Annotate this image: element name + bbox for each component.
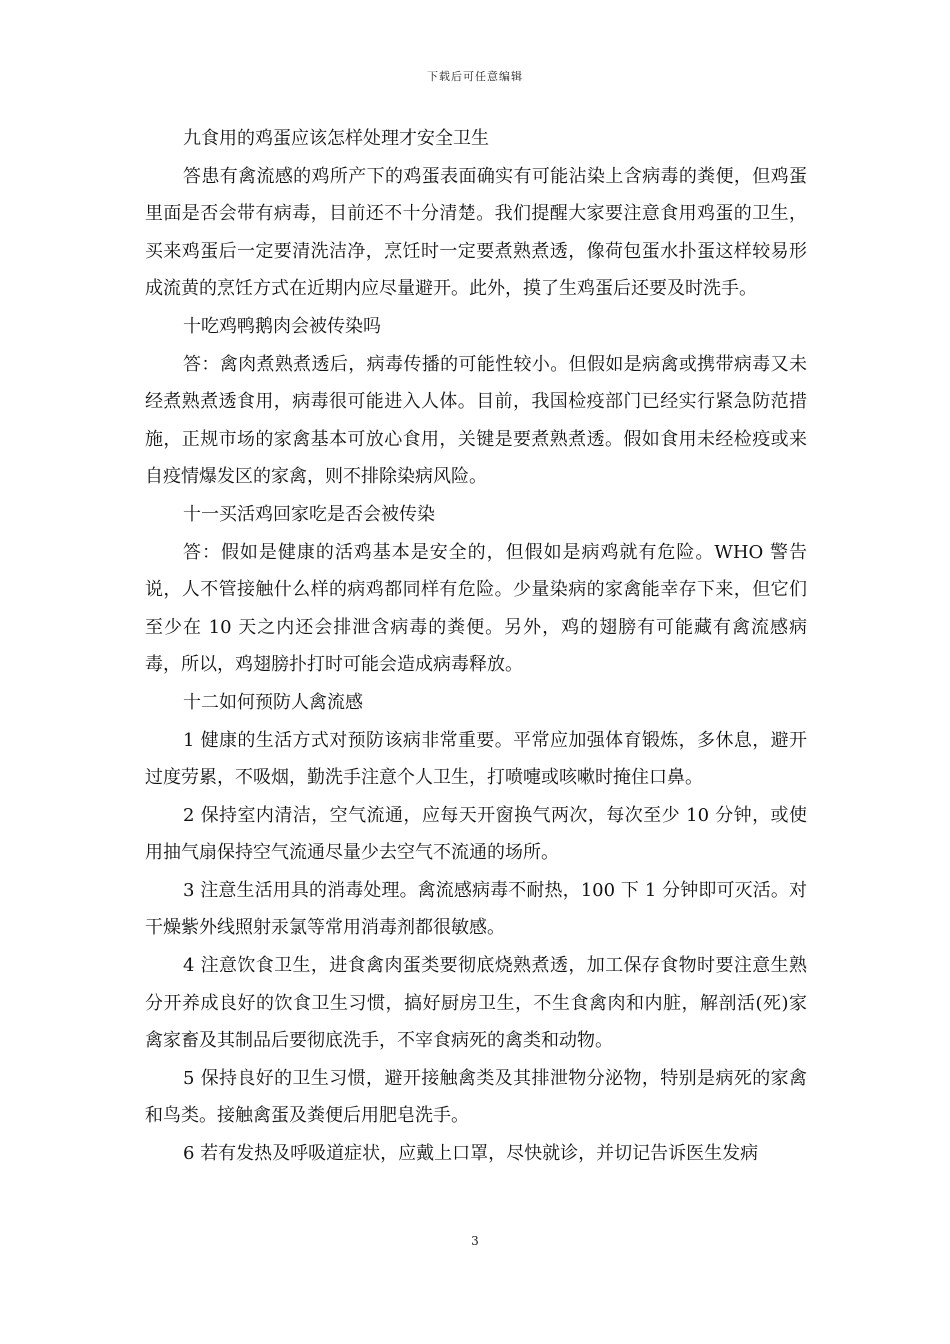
list-item: 5 保持良好的卫生习惯，避开接触禽类及其排泄物分泌物，特别是病死的家禽和鸟类。接触禽蛋及粪便后用肥皂洗手。: [145, 1067, 807, 1127]
list-item: 4 注意饮食卫生，进食禽肉蛋类要彻底烧熟煮透，加工保存食物时要注意生熟分开养成良好的饮食卫生习惯，搞好厨房卫生，不生食禽肉和内脏，解剖活(死)家禽家畜及其制品后要彻底洗手，不宰食病死的禽类和动物。: [145, 955, 807, 1052]
list-item: 3 注意生活用具的消毒处理。禽流感病毒不耐热，100 下 1 分钟即可灭活。对干燥紫外线照射汞氯等常用消毒剂都很敏感。: [145, 879, 807, 939]
paragraph: 答患有禽流感的鸡所产下的鸡蛋表面确实有可能沾染上含病毒的粪便，但鸡蛋里面是否会带有病毒，目前还不十分清楚。我们提醒大家要注意食用鸡蛋的卫生，买来鸡蛋后一定要清洗洁净，烹饪时一定要煮熟煮透，像荷包蛋水扑蛋这样较易形成流黄的烹饪方式在近期内应尽量避开。此外，摸了生鸡蛋后还要及时洗手。: [145, 165, 807, 300]
document-body: [145, 120, 807, 1173]
page-number: 3: [471, 1234, 479, 1248]
list-item: 6 若有发热及呼吸道症状，应戴上口罩，尽快就诊，并切记告诉医生发病: [183, 1143, 759, 1165]
list-item: 1 健康的生活方式对预防该病非常重要。平常应加强体育锻炼，多休息，避开过度劳累，不吸烟，勤洗手注意个人卫生，打喷嚏或咳嗽时掩住口鼻。: [145, 729, 807, 789]
section-heading-11: 十一买活鸡回家吃是否会被传染: [183, 503, 435, 525]
section-heading-10: 十吃鸡鸭鹅肉会被传染吗: [183, 315, 381, 337]
section-heading-9: 九食用的鸡蛋应该怎样处理才安全卫生: [183, 128, 489, 149]
list-item: 2 保持室内清洁，空气流通，应每天开窗换气两次，每次至少 10 分钟，或使用抽气扇保持空气流通尽量少去空气不流通的场所。: [145, 804, 807, 864]
paragraph: 答：禽肉煮熟煮透后，病毒传播的可能性较小。但假如是病禽或携带病毒又未经煮熟煮透食用，病毒很可能进入人体。目前，我国检疫部门已经实行紧急防范措施，正规市场的家禽基本可放心食用，关键是要煮熟煮透。假如食用未经检疫或来自疫情爆发区的家禽，则不排除染病风险。: [145, 353, 807, 488]
page-header: 下载后可任意编辑: [427, 70, 523, 83]
paragraph: 答：假如是健康的活鸡基本是安全的，但假如是病鸡就有危险。WHO 警告说，人不管接触什么样的病鸡都同样有危险。少量染病的家禽能幸存下来，但它们至少在 10 天之内还会排泄含病毒的粪便。另外，鸡的翅膀有可能藏有禽流感病毒，所以，鸡翅膀扑打时可能会造成病毒释放。: [145, 541, 807, 676]
section-heading-12: 十二如何预防人禽流感: [183, 691, 363, 713]
